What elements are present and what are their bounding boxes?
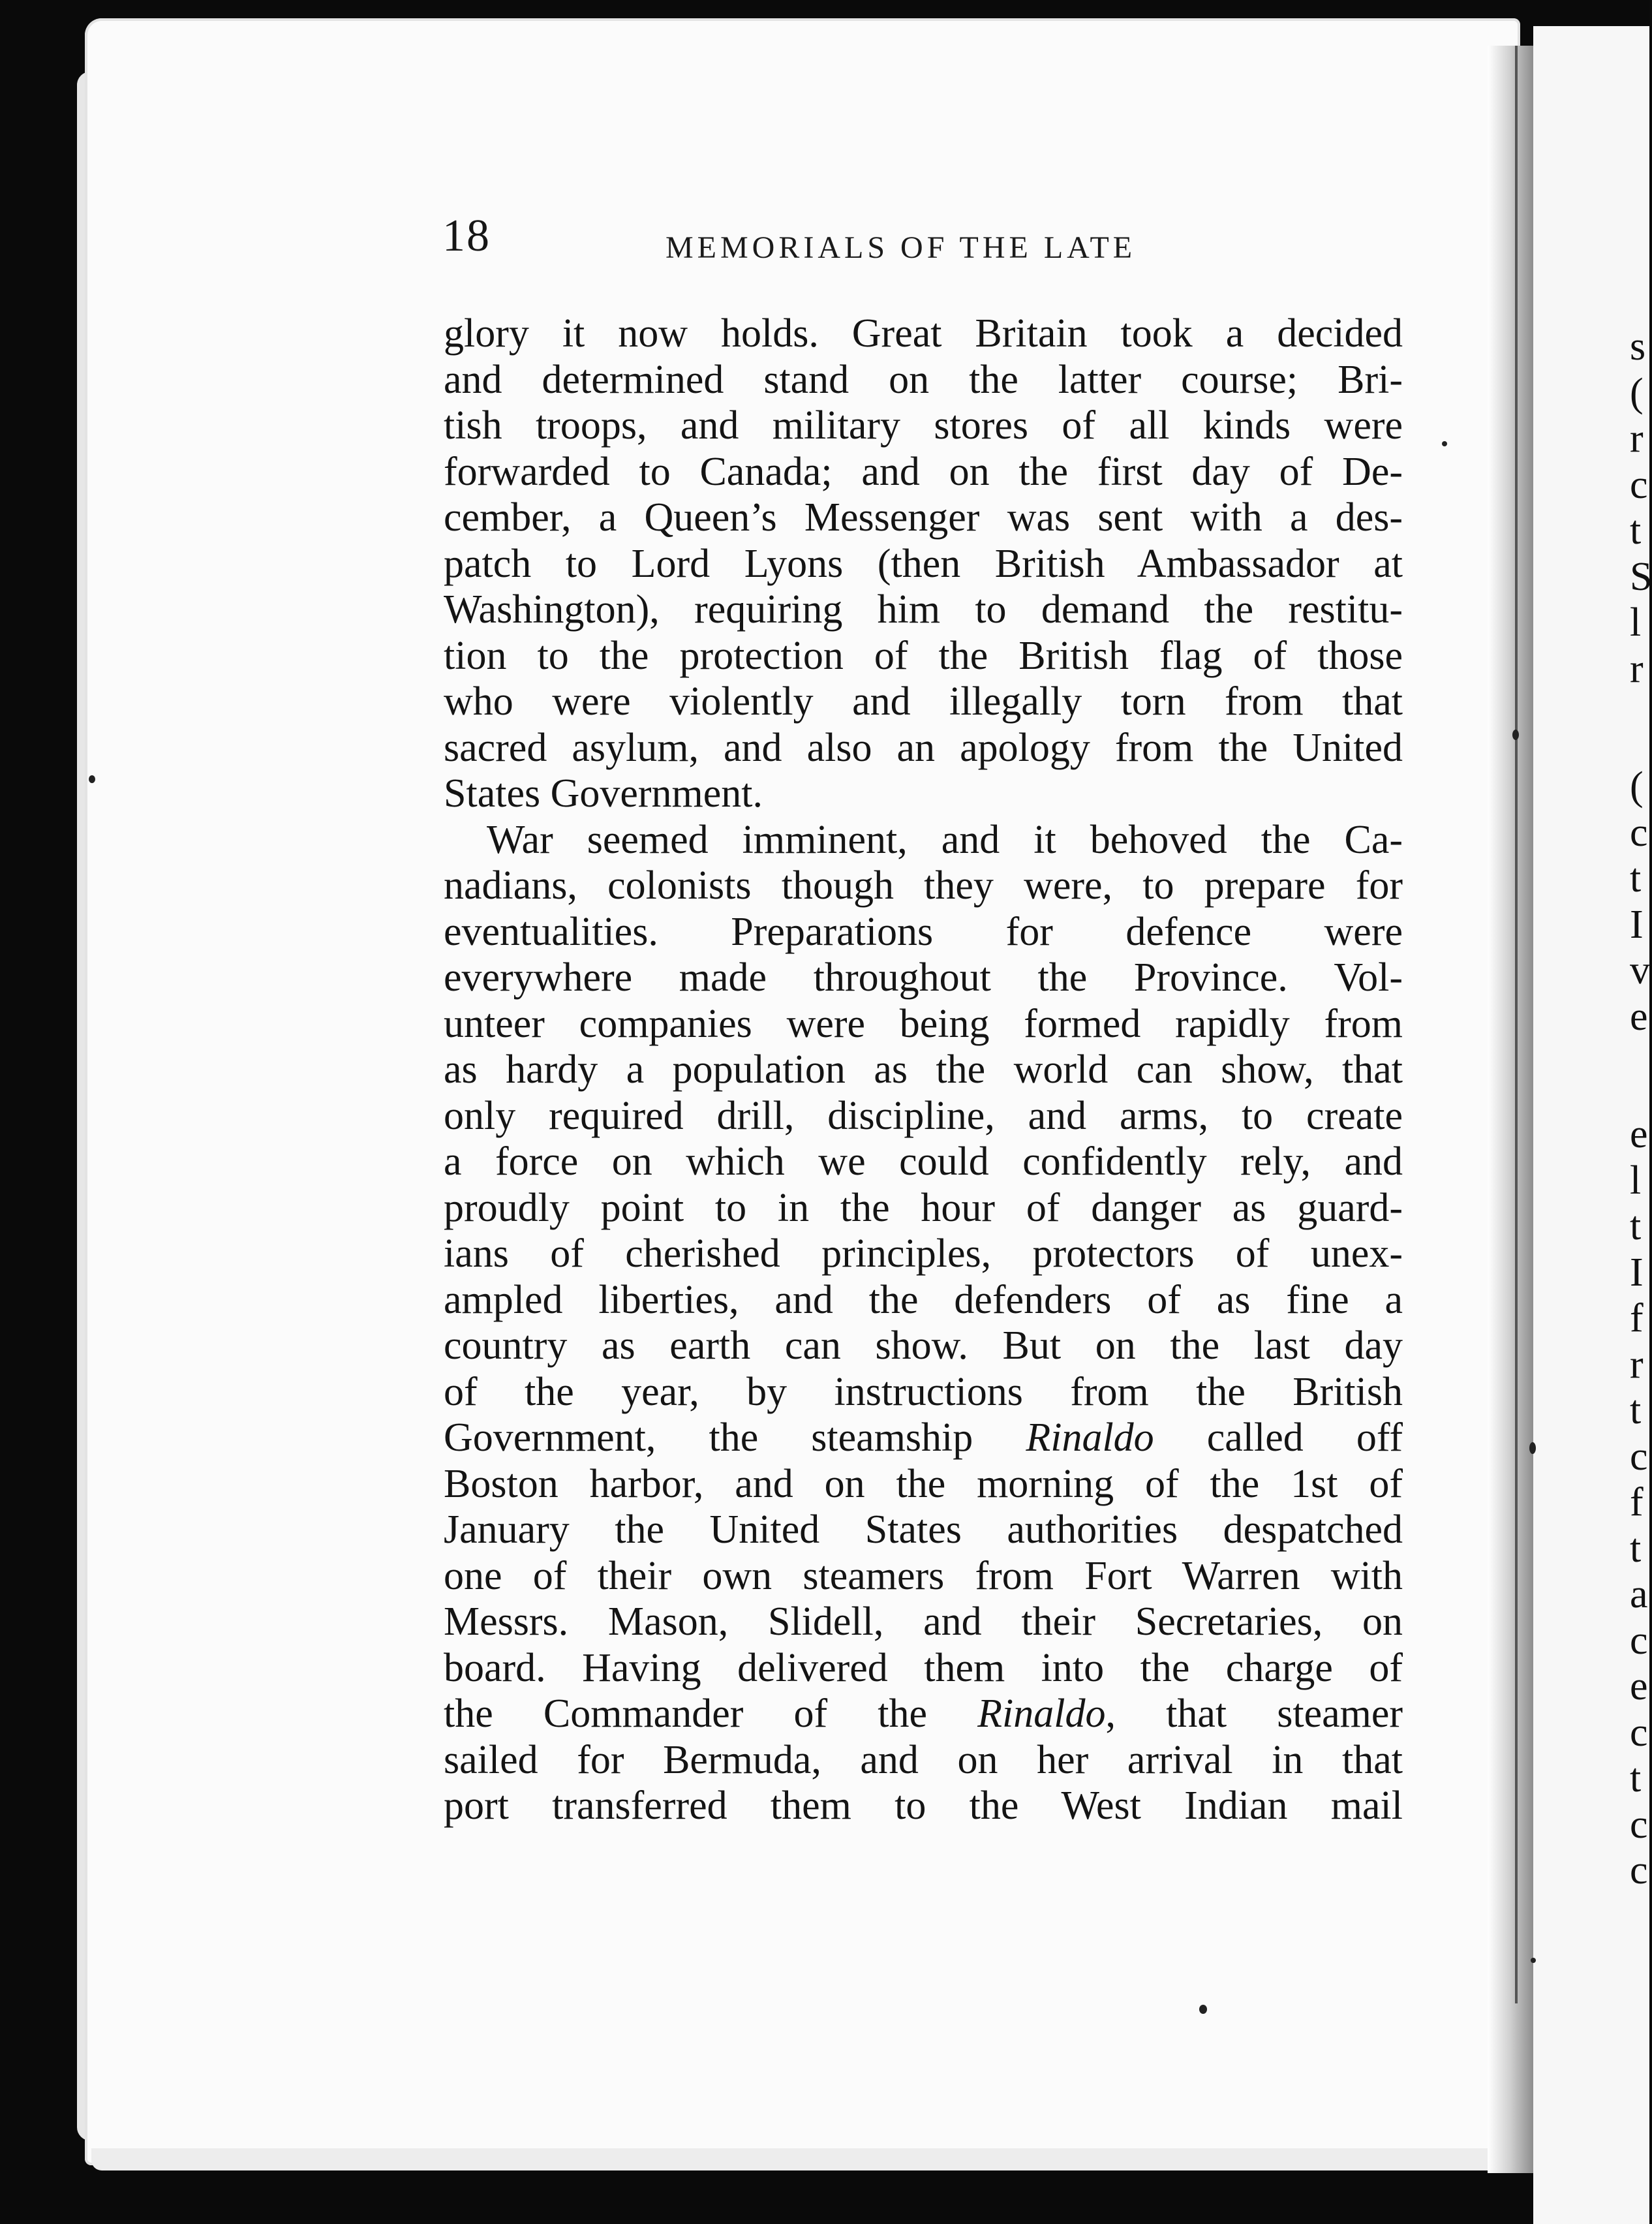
facing-page-letter: f (1630, 1296, 1644, 1340)
facing-page-letter: S (1630, 554, 1652, 599)
text-line: sacred asylum, and also an apology from the United (444, 725, 1403, 770)
text-line: States Government. (444, 771, 763, 816)
text-line: everywhere made throughout the Province. Vol- (444, 955, 1403, 1000)
facing-page-letter: I (1630, 1250, 1644, 1295)
facing-page-letter: c (1630, 1710, 1648, 1755)
line-segment: , that steamer (1105, 1691, 1403, 1736)
text-line: country as earth can show. But on the last day (444, 1323, 1403, 1368)
text-line: forwarded to Canada; and on the first day of De- (444, 449, 1403, 494)
scan-speck (1531, 1958, 1536, 1963)
text-line: Washington), requiring him to demand the restitu- (444, 587, 1403, 632)
text-line: and determined stand on the latter course; Bri- (444, 357, 1403, 402)
facing-page-letter: t (1630, 856, 1642, 901)
facing-page-letter: c (1630, 1802, 1648, 1847)
scan-speck (89, 775, 95, 783)
text-line: unteer companies were being formed rapidly from (444, 1001, 1403, 1046)
text-line: ians of cherished principles, protectors of unex- (444, 1231, 1403, 1276)
text-line: Boston harbor, and on the morning of the 1st of (444, 1461, 1403, 1506)
page-number: 18 (442, 211, 491, 261)
text-line: glory it now holds. Great Britain took a decided (444, 311, 1403, 356)
facing-page-letter: r (1630, 416, 1644, 461)
facing-page-letter: e (1630, 994, 1648, 1039)
facing-page-letter: c (1630, 1618, 1648, 1663)
facing-page-letter: c (1630, 1434, 1648, 1479)
text-line: a force on which we could confidently rely, and (444, 1139, 1403, 1184)
facing-page-letter: e (1630, 1664, 1648, 1708)
text-line: Messrs. Mason, Slidell, and their Secretaries, on (444, 1599, 1403, 1644)
scan-speck (1529, 1442, 1536, 1454)
facing-page-letter: c (1630, 462, 1648, 507)
text-line: tion to the protection of the British flag of those (444, 633, 1403, 678)
running-title: MEMORIALS OF THE LATE (665, 230, 1137, 265)
text-line: who were violently and illegally torn from that (444, 679, 1403, 724)
text-line: of the year, by instructions from the British (444, 1369, 1403, 1414)
text-line: proudly point to in the hour of danger as guard- (444, 1185, 1403, 1230)
facing-page-letter: e (1630, 1112, 1648, 1156)
facing-page-letter: t (1630, 1756, 1642, 1800)
text-line: eventualities. Preparations for defence were (444, 909, 1403, 954)
text-line: only required drill, discipline, and arms, to create (444, 1093, 1403, 1138)
line-segment: Government, the steamship (444, 1415, 1026, 1460)
facing-page-letter: c (1630, 1848, 1648, 1892)
text-line-with-italic (444, 1691, 1403, 1737)
facing-page-letter: r (1630, 646, 1644, 691)
facing-page-fragment (1533, 26, 1652, 2224)
facing-page-letter: t (1630, 1388, 1642, 1432)
scan-speck (1442, 441, 1447, 446)
text-line: port transferred them to the West Indian mail (444, 1784, 1403, 1828)
facing-page-letter: t (1630, 1526, 1642, 1571)
facing-page-letter: a (1630, 1572, 1648, 1616)
text-line: January the United States authorities despatched (444, 1507, 1403, 1552)
page-lower-edge (91, 2148, 1507, 2170)
paragraph-start-line: War seemed imminent, and it behoved the Ca- (487, 817, 1403, 862)
text-line: tish troops, and military stores of all kinds were (444, 403, 1403, 448)
text-line: cember, a Queen’s Messenger was sent with a des- (444, 495, 1403, 540)
facing-page-letter: ( (1630, 370, 1644, 415)
text-line: sailed for Bermuda, and on her arrival in that (444, 1737, 1403, 1782)
facing-page-letter: ( (1630, 764, 1644, 809)
ship-name-italic: Rinaldo (977, 1691, 1106, 1736)
facing-page-letter: l (1630, 600, 1642, 645)
text-line-with-italic (444, 1415, 1403, 1461)
text-line: board. Having delivered them into the charge of (444, 1645, 1403, 1690)
facing-page-letter: t (1630, 508, 1642, 553)
line-segment: called off (1154, 1415, 1403, 1460)
text-line: ampled liberties, and the defenders of as fine a (444, 1277, 1403, 1322)
facing-page-letter: c (1630, 810, 1648, 855)
text-line: one of their own steamers from Fort Warren with (444, 1553, 1403, 1598)
text-line: patch to Lord Lyons (then British Ambassador at (444, 541, 1403, 586)
facing-page-letter: I (1630, 902, 1644, 947)
line-segment: the Commander of the (444, 1691, 978, 1736)
ship-name-italic: Rinaldo (1026, 1415, 1154, 1460)
facing-page-letter: s (1630, 324, 1646, 369)
text-line: as hardy a population as the world can show, that (444, 1047, 1403, 1092)
scan-speck (1199, 2005, 1207, 2014)
scan-speck (1512, 730, 1519, 740)
facing-page-letter: l (1630, 1158, 1642, 1203)
book-gutter (1488, 46, 1533, 2173)
facing-page-letter: f (1630, 1480, 1644, 1524)
facing-page-letter: v (1630, 948, 1650, 993)
text-line: nadians, colonists though they were, to prepare for (444, 863, 1403, 908)
body-text (444, 311, 1403, 1829)
facing-page-letter: r (1630, 1342, 1644, 1387)
gutter-shadow-line (1515, 46, 1518, 2003)
facing-page-letter: t (1630, 1204, 1642, 1248)
